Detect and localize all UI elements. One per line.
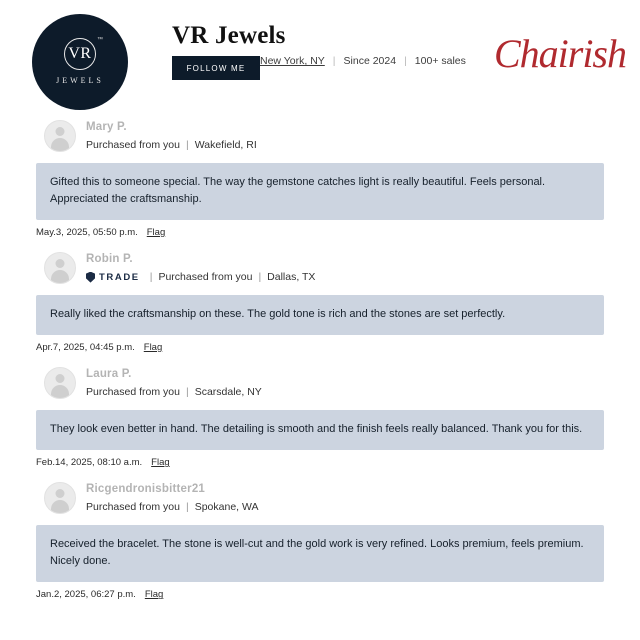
review-date: Apr.7, 2025, 04:45 p.m.	[36, 342, 135, 354]
purchase-label: Purchased from you	[86, 139, 180, 151]
flag-link[interactable]: Flag	[143, 342, 163, 354]
reviewer-location: Spokane, WA	[194, 501, 259, 514]
reviewer-location: Dallas, TX	[267, 271, 316, 284]
trade-badge	[86, 272, 140, 283]
reviewer-info	[86, 252, 315, 283]
flag-link[interactable]: Flag	[144, 589, 164, 601]
shop-location-link[interactable]: New York, NY	[260, 55, 325, 67]
shop-logo	[32, 14, 128, 110]
review-date: Jan.2, 2025, 06:27 p.m.	[36, 589, 136, 601]
meta-pipe: |	[185, 501, 189, 514]
avatar	[44, 252, 76, 284]
purchase-label: Purchased from you	[158, 271, 253, 284]
meta-pipe: |	[149, 271, 153, 284]
avatar	[44, 367, 76, 399]
shield-icon	[86, 272, 95, 283]
reviewer-meta	[86, 386, 262, 398]
meta-pipe: |	[185, 386, 189, 399]
purchase-label: Purchased from you	[86, 386, 180, 399]
review-date: Feb.14, 2025, 08:10 a.m.	[36, 457, 143, 469]
review-footer	[36, 342, 604, 353]
page-title: VR Jewels	[172, 22, 286, 49]
reviewer-meta	[86, 501, 259, 513]
meta-pipe: |	[258, 271, 262, 284]
reviewer-meta	[86, 139, 257, 151]
reviewer-row	[36, 252, 604, 284]
reviewer-name: Robin P.	[86, 253, 133, 266]
review-footer	[36, 227, 604, 238]
review-text: Really liked the craftsmanship on these. The gold tone is rich and the stones are set perfectly.	[36, 295, 604, 335]
trade-badge-label: TRADE	[99, 271, 140, 283]
logo-subtitle: JEWELS	[56, 76, 104, 85]
shop-header	[0, 0, 640, 112]
reviewer-location: Wakefield, RI	[194, 139, 257, 151]
logo-trademark: ™	[97, 37, 103, 43]
reviews-list	[0, 112, 640, 600]
follow-button[interactable]: FOLLOW ME	[172, 56, 260, 80]
reviewer-row	[36, 367, 604, 399]
review-footer	[36, 589, 604, 600]
review-text: Received the bracelet. The stone is well-cut and the gold work is very refined. Looks premium, feels premium. Nicely done.	[36, 525, 604, 582]
logo-monogram-icon	[63, 37, 103, 69]
review-item	[0, 120, 640, 238]
reviewer-name: Laura P.	[86, 368, 132, 381]
reviewer-location: Scarsdale, NY	[194, 386, 262, 399]
logo-monogram-text: VR	[64, 38, 96, 70]
reviewer-row	[36, 482, 604, 514]
shop-sales-count: 100+ sales	[414, 55, 466, 67]
review-date: May.3, 2025, 05:50 p.m.	[36, 227, 138, 239]
reviewer-name: Mary P.	[86, 121, 127, 133]
review-text: They look even better in hand. The detailing is smooth and the finish feels really balanced. Thank you for this.	[36, 410, 604, 450]
reviewer-name: Ricgendronisbitter21	[86, 483, 206, 496]
reviewer-info	[86, 120, 257, 151]
reviewer-row	[36, 120, 604, 152]
meta-separator-2: |	[404, 55, 407, 67]
review-text: Gifted this to someone special. The way the gemstone catches light is really beautiful. Feels personal. Appreciated the craftsmanship.	[36, 163, 604, 220]
brand-logo: Chairish	[493, 31, 626, 76]
shop-since: Since 2024	[343, 55, 397, 67]
meta-pipe: |	[185, 139, 189, 151]
meta-separator-1: |	[332, 55, 336, 67]
review-item	[0, 482, 640, 600]
reviewer-info	[86, 482, 259, 513]
avatar	[44, 482, 76, 514]
purchase-label: Purchased from you	[86, 501, 180, 514]
flag-link[interactable]: Flag	[146, 227, 166, 239]
flag-link[interactable]: Flag	[151, 457, 170, 469]
avatar	[44, 120, 76, 152]
review-item	[0, 252, 640, 353]
reviewer-meta	[86, 271, 315, 283]
reviewer-info	[86, 367, 262, 398]
shop-meta	[260, 55, 466, 67]
review-item	[0, 367, 640, 468]
review-footer	[36, 457, 604, 468]
